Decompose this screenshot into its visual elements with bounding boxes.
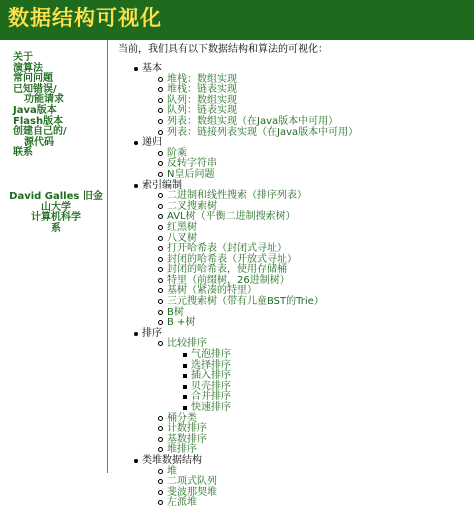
sidebar — [0, 40, 108, 473]
visualization-list — [118, 64, 472, 509]
nav-link-label: 创建自己的/ — [13, 126, 67, 138]
nav-link-label: Java版本 — [13, 104, 57, 116]
visualization-link[interactable]: 二项式队列 — [167, 476, 217, 488]
author-credit — [6, 192, 106, 234]
list-item — [118, 128, 472, 139]
credit-line: 系 — [51, 222, 61, 234]
nav-link-label: 已知错误/ — [13, 83, 57, 95]
nav-link-label: 源代码 — [24, 136, 54, 148]
visualization-link[interactable]: 堆排序 — [167, 444, 197, 456]
credit-line: 山大学 — [41, 201, 71, 213]
credit-line: David Galles 旧金 — [9, 191, 103, 202]
visualization-link[interactable]: B树 — [167, 306, 184, 318]
visualization-link[interactable]: 堆栈：链表实现 — [167, 84, 237, 96]
visualization-link[interactable]: 二叉搜索树 — [167, 200, 217, 212]
visualization-link[interactable]: 封闭的哈希表（开放式寻址） — [167, 253, 297, 265]
nav-link[interactable] — [13, 85, 107, 106]
visualization-link[interactable]: 二进制和线性搜索（排序列表） — [167, 190, 307, 202]
sort-algorithm-link[interactable]: 贝壳排序 — [118, 382, 472, 393]
main-content — [118, 42, 472, 509]
nav-link-label: 演算法 — [13, 62, 43, 74]
list-item — [118, 318, 472, 329]
credit-line: 计算机科学 — [31, 212, 81, 224]
sidebar-nav — [13, 53, 107, 159]
list-item — [118, 498, 472, 509]
visualization-link[interactable]: N皇后问题 — [167, 168, 215, 180]
nav-link-label: 联系 — [13, 147, 33, 159]
visualization-link[interactable]: 红黑树 — [167, 221, 197, 233]
visualization-link[interactable]: 队列：数组实现 — [167, 94, 237, 106]
visualization-link[interactable]: 基树（紧凑的特里） — [167, 285, 257, 297]
visualization-link[interactable]: 八叉树 — [167, 232, 197, 244]
nav-link-label: Flash版本 — [13, 115, 64, 127]
visualization-link[interactable]: 打开哈希表（封闭式寻址） — [167, 243, 287, 255]
visualization-link[interactable]: AVL树（平衡二进制搜索树） — [167, 211, 296, 223]
visualization-link[interactable]: 计数排序 — [167, 423, 207, 435]
visualization-link[interactable]: 桶分类 — [167, 412, 197, 424]
visualization-link[interactable]: 基数排序 — [167, 433, 207, 445]
sort-algorithm-link[interactable]: 快速排序 — [118, 403, 472, 414]
category-heading: 排序 — [118, 329, 472, 340]
visualization-link[interactable]: 列表：数组实现（在Java版本中可用） — [167, 115, 339, 127]
visualization-link[interactable]: 队列：链表实现 — [167, 105, 237, 117]
category-heading: 基本 — [118, 64, 472, 75]
visualization-link[interactable]: 反转字符串 — [167, 158, 217, 170]
sort-algorithm-link[interactable]: 气泡排序 — [118, 350, 472, 361]
visualization-link[interactable]: 三元搜索树（带有儿童BST的Trie） — [167, 296, 324, 308]
visualization-link[interactable]: 堆 — [167, 465, 177, 477]
category-heading: 类堆数据结构 — [118, 456, 472, 467]
nav-link-label: 关于 — [13, 52, 33, 63]
visualization-link[interactable]: 比较排序 — [167, 338, 207, 350]
visualization-link[interactable]: 阶乘 — [167, 147, 187, 159]
nav-link[interactable] — [13, 148, 107, 159]
visualization-link[interactable]: 特里（前缀树，26进制树） — [167, 274, 290, 286]
nav-link-label: 常问问题 — [13, 73, 53, 85]
site-header — [0, 0, 474, 40]
category-heading: 递归 — [118, 138, 472, 149]
visualization-link[interactable]: 左派堆 — [167, 497, 197, 509]
visualization-link[interactable]: 列表：链接列表实现（在Java版本中可用） — [167, 126, 359, 138]
visualization-link[interactable]: 斐波那契堆 — [167, 486, 217, 498]
intro-text: 当前，我们具有以下数据结构和算法的可视化： — [118, 44, 328, 55]
list-item — [118, 339, 472, 350]
sort-algorithm-link[interactable]: 插入排序 — [118, 371, 472, 382]
visualization-link[interactable]: 封闭的哈希表，使用存储桶 — [167, 264, 287, 276]
sort-algorithm-link[interactable]: 选择排序 — [118, 361, 472, 372]
visualization-link[interactable]: B +树 — [167, 317, 196, 329]
list-item — [118, 170, 472, 181]
nav-link-label: 功能请求 — [24, 94, 64, 106]
site-title: 数据结构可视化 — [8, 6, 162, 30]
nav-link[interactable] — [13, 127, 107, 148]
visualization-link[interactable]: 堆栈：数组实现 — [167, 73, 237, 85]
category-heading: 索引编制 — [118, 181, 472, 192]
sort-algorithm-link[interactable]: 合并排序 — [118, 392, 472, 403]
